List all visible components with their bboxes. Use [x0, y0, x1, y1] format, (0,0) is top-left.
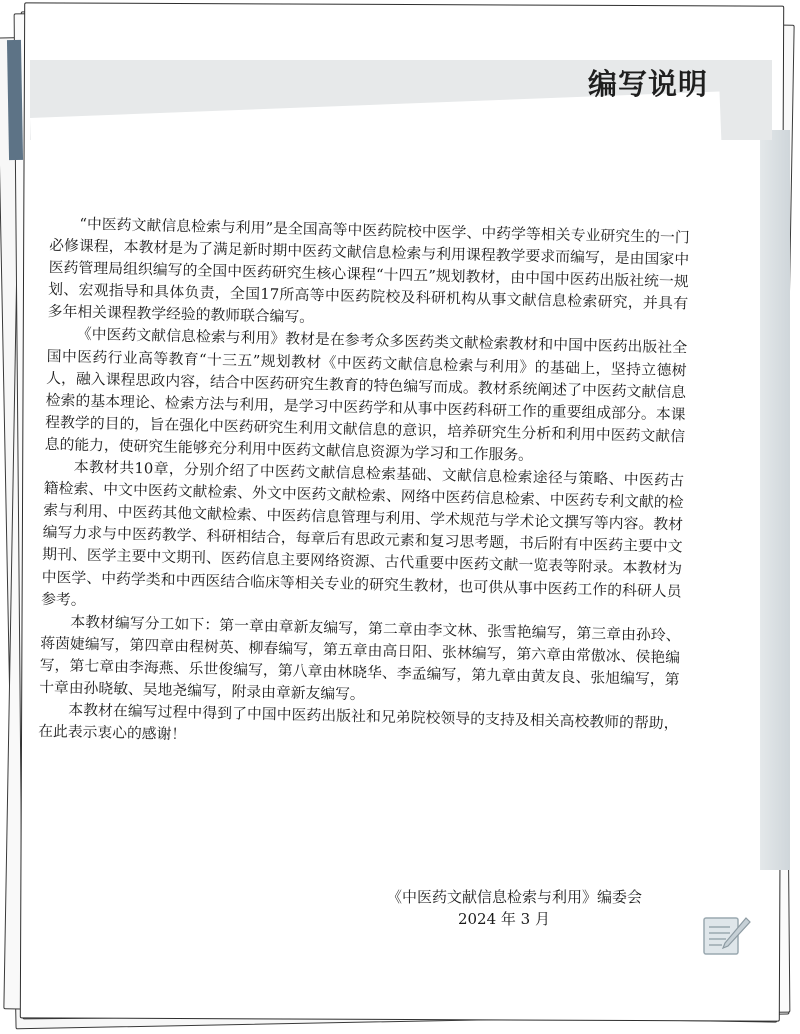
paragraph-intro: “中医药文献信息检索与利用”是全国高等中医药院校中医学、中药学等相关专业研究生的一门必修课程，本教材是为了满足新时期中医药文献信息检索与利用课程教学要求而编写，是由国家中医药管理局组织编写的全国中医药研究生核心课程“十四五”规划教材，由中国中医药出版社统一规划、宏观指导和具体负责，全国17所高等中医药院校及科研机构从事文献信息检索研究，并具有多年相关课程教学经验的教师联合编写。 [47, 215, 690, 327]
editorial-board: 《中医药文献信息检索与利用》编委会 [386, 888, 642, 906]
date: 2024 年 3 月 [457, 910, 550, 928]
signature-block [382, 886, 642, 930]
right-decor-band [760, 130, 790, 870]
pen-and-paper-icon [698, 912, 752, 958]
body-text [38, 213, 690, 758]
page-title: 编写说明 [587, 67, 708, 101]
paragraph-division-of-work: 本教材编写分工如下：第一章由章新友编写，第二章由李文林、张雪艳编写，第三章由孙玲、蒋茵婕编写，第四章由程树英、柳春编写，第五章由高日阳、张林编写，第六章由常傲冰、侯艳编写，第七章由李海燕、乐世俊编写，第八章由林晓华、李孟编写，第九章由黄友良、张旭编写，第十章由孙晓敏、吴地尧编写，附录由章新友编写。 [39, 613, 681, 704]
paragraph-background: 《中医药文献信息检索与利用》教材是在参考众多医药类文献检索教材和中国中医药出版社全国中医药行业高等教育“十三五”规划教材《中医药文献信息检索与利用》的基础上，坚持立德树人，融入课程思政内容，结合中医药研究生教育的特色编写而成。教材系统阐述了中医药文献信息检索的基本理论、检索方法与利用，是学习中医药学和从事中医药科研工作的重要组成部分。本课程教学的目的，旨在强化中医药研究生利用文献信息的意识，培养研究生分析和利用中医药文献信息的能力，使研究生能够充分利用中医药文献信息资源为学习和工作服务。 [44, 326, 688, 464]
paragraph-acknowledgement: 本教材在编写过程中得到了中国中医药出版社和兄弟院校领导的支持及相关高校教师的帮助，在此表示衷心的感谢！ [38, 701, 679, 744]
paragraph-contents: 本教材共10章，分别介绍了中医药文献信息检索基础、文献信息检索途径与策略、中医药古籍检索、中文中医药文献检索、外文中医药文献检索、网络中医药信息检索、中医药专利文献的检索与利用、中医药其他文献检索、中医药信息管理与利用、学术规范与学术论文撰写等内容。教材编写力求与中医药教学、科研相结合，每章后有思政元素和复习思考题，书后附有中医药主要中文期刊、医学主要中文期刊、医药信息主要网络资源、古代重要中医药文献一览表等附录。本教材为中医学、中药学类和中西医结合临床等相关专业的研究生教材，也可供从事中医药工作的科研人员参考。 [41, 458, 685, 609]
left-color-strip [7, 40, 23, 160]
